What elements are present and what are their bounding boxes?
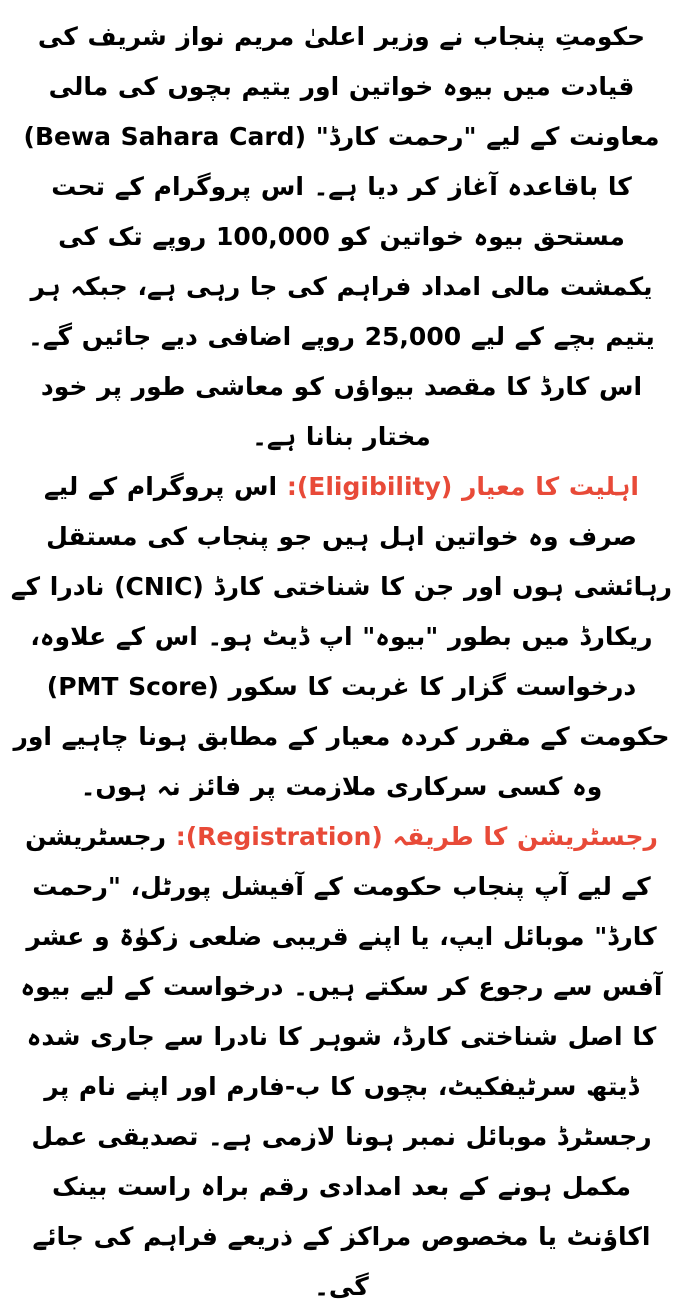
intro-paragraph <box>8 12 675 462</box>
eligibility-section-heading: اہلیت کا معیار (Eligibility): <box>286 472 639 501</box>
registration-paragraph <box>8 812 675 1312</box>
registration-section-heading: رجسٹریشن کا طریقہ (Registration): <box>175 822 658 851</box>
registration-section-body: رجسٹریشن کے لیے آپ پنجاب حکومت کے آفیشل پورٹل، "رحمت کارڈ" موبائل ایپ، یا اپنے قریبی ضلعی زکوٰۃ و عشر آفس سے رجوع کر سکتے ہیں۔ درخواست کے لیے بیوہ کا اصل شناختی کارڈ، شوہر کا نادرا سے جاری شدہ ڈیتھ سرٹیفکیٹ، بچوں کا ب-فارم اور اپنے نام پر رجسٹرڈ موبائل نمبر ہونا لازمی ہے۔ تصدیقی عمل مکمل ہونے کے بعد امدادی رقم براہ راست بینک اکاؤنٹ یا مخصوص مراکز کے ذریعے فراہم کی جائے گی۔ <box>20 822 663 1301</box>
intro-text: حکومتِ پنجاب نے وزیر اعلیٰ مریم نواز شریف کی قیادت میں بیوہ خواتین اور یتیم بچوں کی مالی معاونت کے لیے "رحمت کارڈ" (Bewa Sahara Card) کا باقاعدہ آغاز کر دیا ہے۔ اس پروگرام کے تحت مستحق بیوہ خواتین کو 100,000 روپے تک کی یکمشت مالی امداد فراہم کی جا رہی ہے، جبکہ ہر یتیم بچے کے لیے 25,000 روپے اضافی دیے جائیں گے۔ اس کارڈ کا مقصد بیواؤں کو معاشی طور پر خود مختار بنانا ہے۔ <box>23 22 660 451</box>
eligibility-section-body: اس پروگرام کے لیے صرف وہ خواتین اہل ہیں جو پنجاب کی مستقل رہائشی ہوں اور جن کا شناختی کارڈ (CNIC) نادرا کے ریکارڈ میں بطور "بیوہ" اپ ڈیٹ ہو۔ اس کے علاوہ، درخواست گزار کا غربت کا سکور (PMT Score) حکومت کے مقرر کردہ معیار کے مطابق ہونا چاہیے اور وہ کسی سرکاری ملازمت پر فائز نہ ہوں۔ <box>10 472 673 801</box>
eligibility-paragraph <box>8 462 675 812</box>
